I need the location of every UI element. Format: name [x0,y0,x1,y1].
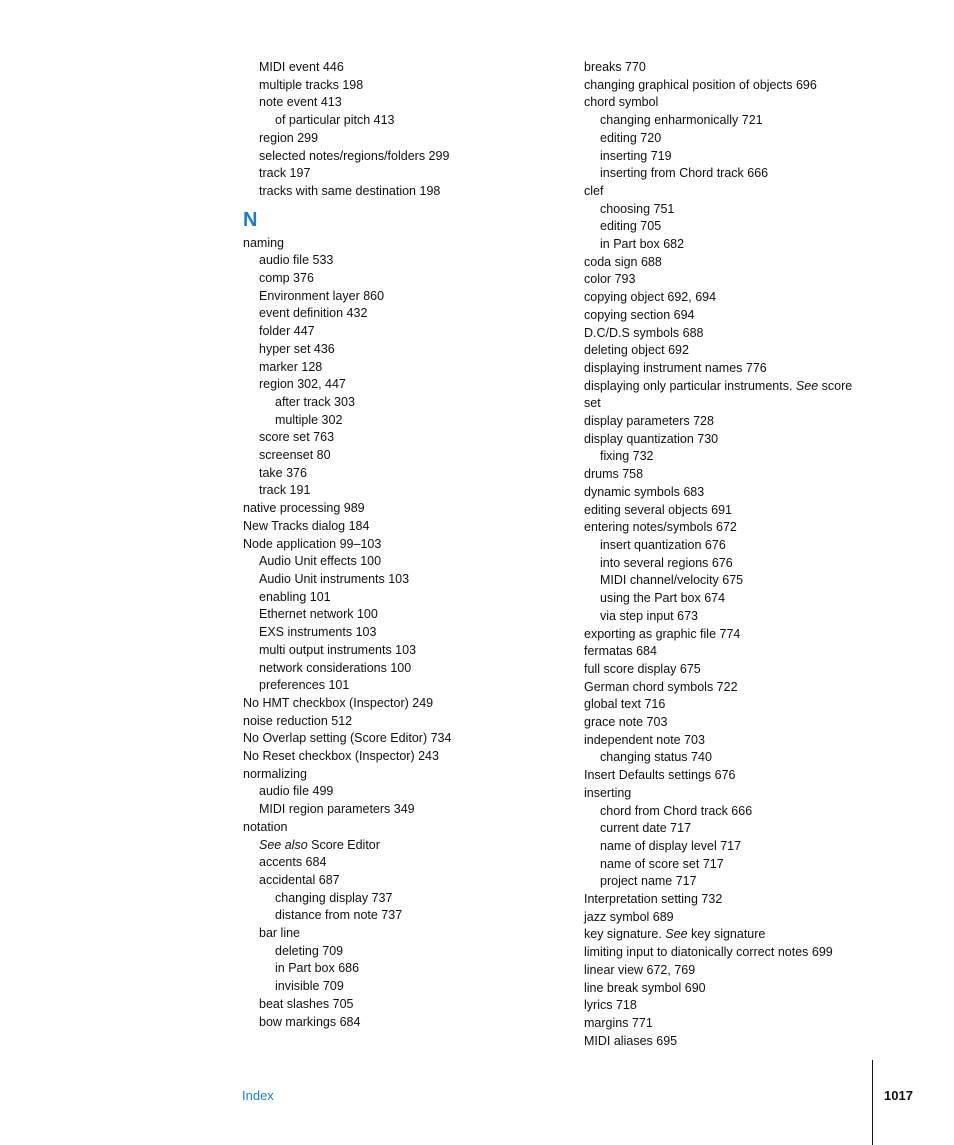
index-entry-text: displaying only particular instruments. [584,378,796,393]
index-entry: display parameters 728 [584,414,714,429]
index-entry: bow markings 684 [259,1014,361,1029]
index-entry [584,378,884,396]
index-entry: limiting input to diatonically correct notes 699 [584,945,833,960]
index-entry: German chord symbols 722 [584,679,738,694]
index-entry: EXS instruments 103 [259,625,377,640]
index-entry: via step input 673 [600,608,698,623]
index-entry-see: See also [259,837,308,852]
index-entry: using the Part box 674 [600,591,726,606]
index-entry: Interpretation setting 732 [584,892,723,907]
index-entry: in Part box 686 [275,961,360,976]
index-entry: drums 758 [584,467,644,482]
index-entry: audio file 533 [259,253,334,268]
index-entry: copying section 694 [584,307,695,322]
index-entry: set [584,396,601,411]
index-entry: accents 684 [259,855,327,870]
index-entry: linear view 672, 769 [584,962,696,977]
index-entry: jazz symbol 689 [584,909,674,924]
footer-section-label: Index [242,1088,274,1103]
index-entry: Environment layer 860 [259,288,385,303]
index-entry: inserting [584,785,632,800]
index-entry [243,837,543,855]
index-entry: changing display 737 [275,890,393,905]
page-number: 1017 [884,1088,913,1103]
index-entry-tail: score [818,378,853,393]
index-entry: fixing 732 [600,449,654,464]
index-entry: project name 717 [600,874,697,889]
index-entry: name of score set 717 [600,856,724,871]
index-entry: changing status 740 [600,750,712,765]
index-entry: inserting from Chord track 666 [600,166,769,181]
index-entry: selected notes/regions/folders 299 [259,148,450,163]
index-entry: Audio Unit instruments 103 [259,571,410,586]
index-entry: bar line [259,926,300,941]
index-entry: audio file 499 [259,784,334,799]
index-entry: New Tracks dialog 184 [243,518,370,533]
index-entry: changing graphical position of objects 696 [584,77,817,92]
index-entry: editing 720 [600,130,662,145]
index-entry-text: key signature. [584,927,666,942]
index-entry [584,926,884,944]
index-entry: MIDI channel/velocity 675 [600,573,744,588]
index-entry: event definition 432 [259,306,368,321]
index-entry: current date 717 [600,821,692,836]
index-entry: choosing 751 [600,201,675,216]
index-entry: track 197 [259,166,311,181]
index-entry: global text 716 [584,697,666,712]
index-entry: folder 447 [259,324,315,339]
index-entry: of particular pitch 413 [275,113,395,128]
index-entry: naming [243,235,284,250]
index-entry: MIDI event 446 [259,60,344,74]
index-entry: color 793 [584,272,636,287]
index-entry: breaks 770 [584,60,646,74]
index-entry: Node application 99–103 [243,536,382,551]
index-entry: No Reset checkbox (Inspector) 243 [243,749,439,764]
index-entry: invisible 709 [275,979,344,994]
index-entry: multi output instruments 103 [259,642,417,657]
index-entry: clef [584,183,604,198]
index-entry: independent note 703 [584,732,705,747]
index-entry: normalizing [243,766,307,781]
index-entry: beat slashes 705 [259,996,354,1011]
index-entry: track 191 [259,483,311,498]
footer-divider [872,1060,873,1145]
index-entry: changing enharmonically 721 [600,113,763,128]
index-entry: exporting as graphic file 774 [584,626,741,641]
index-entry: comp 376 [259,271,314,286]
index-entry: displaying instrument names 776 [584,360,767,375]
index-entry: MIDI region parameters 349 [259,802,415,817]
index-entry: region 299 [259,130,319,145]
index-entry: No Overlap setting (Score Editor) 734 [243,731,452,746]
index-entry: line break symbol 690 [584,980,706,995]
index-entry: lyrics 718 [584,998,637,1013]
index-column-right [584,59,884,1050]
index-entry: Audio Unit effects 100 [259,554,382,569]
index-entry: full score display 675 [584,661,701,676]
index-entry: in Part box 682 [600,237,685,252]
index-entry: score set 763 [259,430,335,445]
index-entry: entering notes/symbols 672 [584,520,737,535]
index-entry: margins 771 [584,1015,653,1030]
index-entry: distance from note 737 [275,908,403,923]
index-entry-see: See [795,378,819,393]
index-entry: deleting object 692 [584,343,689,358]
index-entry: D.C/D.S symbols 688 [584,325,704,340]
index-entry: chord from Chord track 666 [600,803,753,818]
index-entry-tail: key signature [687,927,766,942]
index-entry: name of display level 717 [600,838,742,853]
index-column-left [243,59,543,1031]
index-entry: multiple tracks 198 [259,77,364,92]
index-entry: editing several objects 691 [584,502,733,517]
index-entry: inserting 719 [600,148,672,163]
index-entry: fermatas 684 [584,644,657,659]
index-entry: take 376 [259,465,307,480]
index-entry: accidental 687 [259,872,340,887]
index-entry: notation [243,819,288,834]
index-entry: preferences 101 [259,678,350,693]
index-entry: MIDI aliases 695 [584,1033,678,1048]
index-entry: deleting 709 [275,943,344,958]
index-entry: marker 128 [259,359,323,374]
index-entry: multiple 302 [275,412,343,427]
index-entry: enabling 101 [259,589,331,604]
index-entry-text: Score Editor [307,837,380,852]
index-entry: Ethernet network 100 [259,607,378,622]
index-entry: native processing 989 [243,501,365,516]
index-entry: tracks with same destination 198 [259,183,441,198]
index-entry-see: See [665,927,688,942]
index-entry: note event 413 [259,95,342,110]
index-entry: hyper set 436 [259,341,335,356]
index-entry: screenset 80 [259,448,331,463]
index-entry: after track 303 [275,394,355,409]
index-entry: network considerations 100 [259,660,412,675]
index-entry: Insert Defaults settings 676 [584,768,736,783]
index-entry: grace note 703 [584,715,668,730]
index-entry: into several regions 676 [600,555,733,570]
index-entry: insert quantization 676 [600,537,726,552]
index-entry: editing 705 [600,219,662,234]
index-entry: copying object 692, 694 [584,290,717,305]
index-entry: No HMT checkbox (Inspector) 249 [243,695,434,710]
index-letter-heading: N [243,208,258,231]
index-entry: noise reduction 512 [243,713,353,728]
index-entry: coda sign 688 [584,254,662,269]
index-entry: display quantization 730 [584,431,719,446]
index-entry: dynamic symbols 683 [584,484,705,499]
index-entry: chord symbol [584,95,659,110]
index-entry: region 302, 447 [259,377,346,392]
